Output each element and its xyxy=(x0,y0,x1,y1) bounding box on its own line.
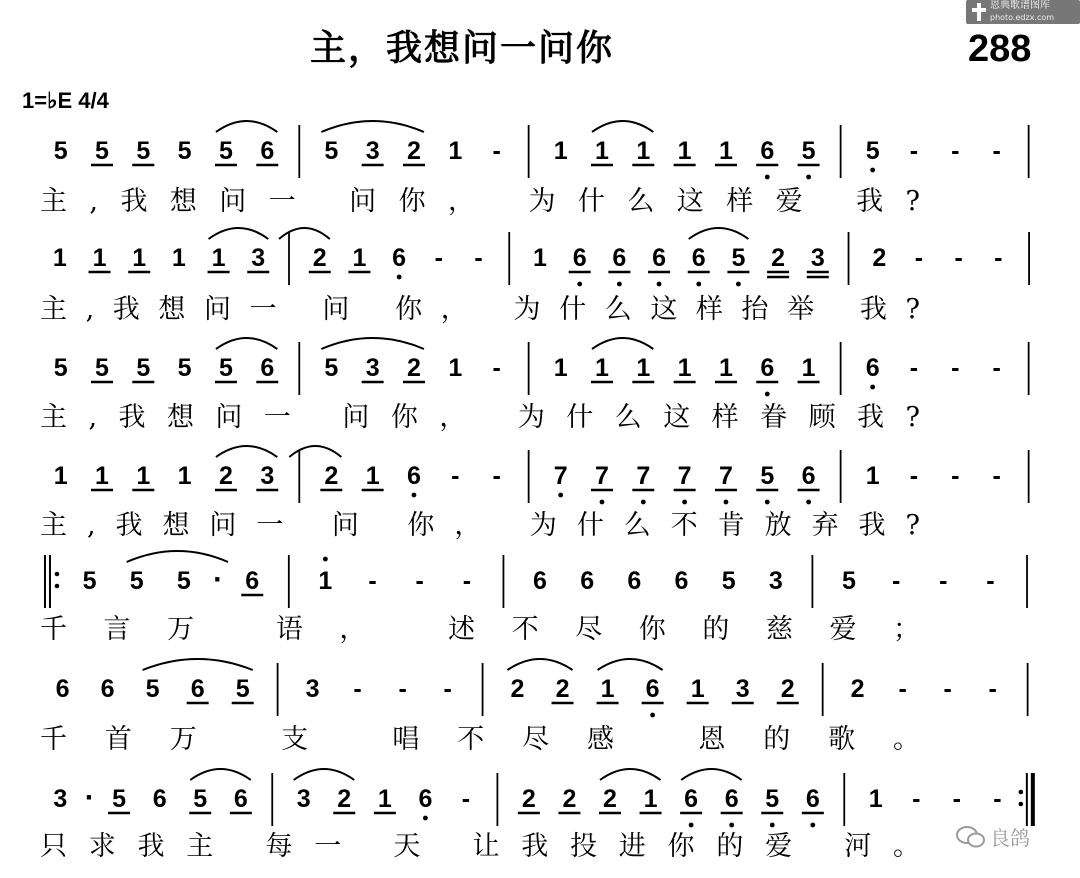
note-digit: 3 xyxy=(735,675,750,703)
slur-arc xyxy=(681,769,742,780)
note-digit: 2 xyxy=(872,244,887,272)
slur-arc xyxy=(216,446,277,457)
note-digit: 5 xyxy=(760,462,775,490)
wechat-icon xyxy=(956,825,986,849)
repeat-dot xyxy=(1019,790,1024,795)
repeat-dot xyxy=(55,584,60,589)
slur-arc xyxy=(689,228,749,239)
lyrics-line: 主,我想问一 问 你， 为什么这样抬举 我? xyxy=(40,294,920,325)
lyrics-line: 千言万 语， 述不尽你的慈爱； xyxy=(40,614,921,645)
note-digit: 1 xyxy=(553,137,568,165)
note-digit: 1 xyxy=(177,462,192,490)
note-digit: 2 xyxy=(407,137,421,165)
octave-dot-low xyxy=(736,282,741,287)
note-digit: 1 xyxy=(690,675,705,703)
slur-arc xyxy=(143,659,253,670)
note-digit: 2 xyxy=(850,675,865,703)
slur-arc xyxy=(592,121,653,132)
note-digit: 2 xyxy=(780,675,795,703)
slur-arc xyxy=(216,338,277,349)
note-digit: - xyxy=(952,785,961,813)
octave-dot-low xyxy=(870,385,875,390)
note-digit: 6 xyxy=(392,244,407,272)
note-digit: 5 xyxy=(136,354,151,382)
note-digit: - xyxy=(986,567,995,595)
note-digit: 1 xyxy=(52,244,67,272)
note-digit: 5 xyxy=(95,354,109,382)
octave-dot-low xyxy=(423,816,428,821)
note-digit: 6 xyxy=(627,567,642,595)
note-digit: 6 xyxy=(645,675,660,703)
octave-dot-low xyxy=(806,175,811,180)
watermark xyxy=(956,822,1066,852)
note-digit: · xyxy=(213,563,224,596)
note-digit: 6 xyxy=(760,137,775,165)
octave-dot-low xyxy=(765,392,770,397)
octave-dot-low xyxy=(870,168,875,173)
note-digit: 3 xyxy=(53,785,68,813)
note-digit: 7 xyxy=(595,462,609,490)
note-digit: 5 xyxy=(801,137,816,165)
note-digit: 5 xyxy=(129,567,144,595)
slur-arc xyxy=(598,659,663,670)
note-digit: 6 xyxy=(407,462,421,490)
note-digit: 2 xyxy=(771,244,786,272)
note-digit: 5 xyxy=(731,244,746,272)
lyrics-line: 主,我想问一 问 你， 为什么不肯放弃我? xyxy=(40,510,920,541)
note-digit: 5 xyxy=(193,785,208,813)
note-digit: 6 xyxy=(805,785,820,813)
octave-dot-low xyxy=(770,823,775,828)
note-digit: 3 xyxy=(251,244,266,272)
note-digit: - xyxy=(891,567,901,595)
note-digit: - xyxy=(951,462,960,490)
note-digit: 1 xyxy=(92,244,107,272)
note-digit: 6 xyxy=(865,354,880,382)
note-digit: 1 xyxy=(318,567,333,595)
note-digit: 2 xyxy=(407,354,421,382)
note-digit: 6 xyxy=(245,567,260,595)
note-digit: 1 xyxy=(352,244,367,272)
note-digit: - xyxy=(492,137,501,165)
note-digit: 7 xyxy=(677,462,692,490)
slur-arc xyxy=(294,769,355,780)
note-digit: - xyxy=(909,462,919,490)
slur-arc xyxy=(209,228,269,239)
note-digit: - xyxy=(898,675,907,703)
watermark-text: 良鸽 xyxy=(990,826,1030,850)
slur-arc xyxy=(216,121,277,132)
octave-dot-low xyxy=(765,500,770,505)
octave-dot-low xyxy=(724,500,729,505)
note-digit: 3 xyxy=(296,785,311,813)
note-digit: 1 xyxy=(595,354,609,382)
octave-dot-low xyxy=(729,823,734,828)
note-digit: 2 xyxy=(562,785,577,813)
note-digit: 7 xyxy=(553,462,568,490)
octave-dot-low xyxy=(641,500,646,505)
note-digit: 1 xyxy=(600,675,615,703)
note-digit: - xyxy=(443,675,452,703)
slur-arc xyxy=(600,769,661,780)
slur-arc xyxy=(321,338,424,349)
note-digit: 3 xyxy=(260,462,275,490)
note-digit: 5 xyxy=(82,567,97,595)
note-digit: 1 xyxy=(636,354,651,382)
note-digit: 6 xyxy=(684,785,699,813)
note-digit: 2 xyxy=(603,785,617,813)
note-digit: 6 xyxy=(260,137,275,165)
octave-dot-low xyxy=(617,282,622,287)
note-digit: · xyxy=(84,781,95,814)
note-digit: 5 xyxy=(842,567,856,595)
note-digit: 6 xyxy=(572,244,587,272)
note-digit: 5 xyxy=(721,567,736,595)
slur-arc xyxy=(279,228,330,239)
note-digit: 1 xyxy=(643,785,658,813)
slur-arc xyxy=(190,769,251,780)
note-digit: 5 xyxy=(235,675,250,703)
note-digit: 5 xyxy=(218,137,233,165)
note-digit: - xyxy=(492,462,501,490)
note-digit: - xyxy=(943,675,952,703)
note-digit: - xyxy=(462,567,472,595)
note-digit: 2 xyxy=(312,244,327,272)
note-digit: 1 xyxy=(865,462,880,490)
lyrics-line: 主,我想问一 问你， 为什么这样爱 我? xyxy=(40,186,921,217)
note-digit: 1 xyxy=(553,354,568,382)
note-digit: 5 xyxy=(53,354,68,382)
note-digit: 6 xyxy=(260,354,275,382)
note-digit: 7 xyxy=(718,462,733,490)
hymn-number: 288 xyxy=(968,28,1032,70)
octave-dot-low xyxy=(600,500,605,505)
note-digit: 5 xyxy=(95,137,109,165)
note-digit: 5 xyxy=(53,137,68,165)
note-digit: 5 xyxy=(112,785,127,813)
note-digit: - xyxy=(914,244,924,272)
note-digit: - xyxy=(398,675,407,703)
note-digit: 1 xyxy=(677,137,692,165)
octave-dot-low xyxy=(657,282,662,287)
note-digit: 1 xyxy=(677,354,692,382)
note-digit: - xyxy=(992,354,1001,382)
note-digit: 2 xyxy=(218,462,233,490)
slur-arc xyxy=(321,121,424,132)
note-digit: 7 xyxy=(636,462,651,490)
note-digit: - xyxy=(939,567,948,595)
note-digit: - xyxy=(954,244,963,272)
lyrics-line: 千首万 支 唱不尽感 恩的歌。 xyxy=(40,724,920,755)
note-digit: 6 xyxy=(418,785,433,813)
note-digit: 6 xyxy=(233,785,248,813)
note-digit: 1 xyxy=(595,137,609,165)
note-digit: 1 xyxy=(377,785,392,813)
note-digit: 1 xyxy=(718,354,733,382)
note-digit: - xyxy=(951,354,960,382)
note-digit: 1 xyxy=(211,244,226,272)
octave-dot-high xyxy=(323,557,328,562)
note-digit: 6 xyxy=(674,567,689,595)
repeat-dot xyxy=(1019,802,1024,807)
note-digit: 6 xyxy=(152,785,167,813)
octave-dot-low xyxy=(650,713,655,718)
note-digit: - xyxy=(415,567,424,595)
octave-dot-low xyxy=(765,175,770,180)
slur-arc xyxy=(289,446,341,457)
note-digit: 6 xyxy=(533,567,547,595)
note-digit: - xyxy=(909,354,919,382)
note-digit: 1 xyxy=(53,462,68,490)
octave-dot-low xyxy=(696,282,701,287)
site-logo-url: photo.edzx.com xyxy=(990,13,1055,22)
note-digit: 5 xyxy=(177,354,192,382)
octave-dot-low xyxy=(682,500,687,505)
note-digit: 1 xyxy=(448,137,463,165)
note-digit: 6 xyxy=(760,354,775,382)
hymn-title: 主，我想问一问你 xyxy=(310,28,615,69)
octave-dot-low xyxy=(412,493,417,498)
note-digit: 3 xyxy=(365,354,380,382)
note-digit: 6 xyxy=(801,462,816,490)
note-digit: 1 xyxy=(136,462,151,490)
note-digit: 1 xyxy=(801,354,816,382)
octave-dot-low xyxy=(806,500,811,505)
note-digit: - xyxy=(909,137,919,165)
octave-dot-low xyxy=(397,275,402,280)
octave-dot-low xyxy=(810,823,815,828)
note-digit: - xyxy=(992,462,1001,490)
note-digit: - xyxy=(451,462,460,490)
note-digit: - xyxy=(912,785,921,813)
note-digit: 5 xyxy=(765,785,780,813)
note-digit: 2 xyxy=(555,675,570,703)
note-digit: 3 xyxy=(810,244,825,272)
note-digit: 5 xyxy=(176,567,191,595)
slur-arc xyxy=(592,338,653,349)
octave-dot-low xyxy=(689,823,694,828)
note-digit: 5 xyxy=(865,137,880,165)
note-digit: 1 xyxy=(636,137,651,165)
key-signature: 1=♭E 4/4 xyxy=(22,88,109,113)
note-digit: 3 xyxy=(365,137,380,165)
note-digit: 6 xyxy=(612,244,627,272)
note-digit: 6 xyxy=(691,244,706,272)
note-digit: 1 xyxy=(868,785,883,813)
note-digit: - xyxy=(461,785,471,813)
note-digit: 2 xyxy=(510,675,525,703)
lyrics-line: 只求我主 每一 天 让我投进你的爱 河。 xyxy=(40,831,921,862)
note-digit: 5 xyxy=(177,137,192,165)
note-digit: 1 xyxy=(95,462,109,490)
note-digit: - xyxy=(992,137,1001,165)
note-digit: - xyxy=(994,244,1003,272)
note-digit: 6 xyxy=(100,675,115,703)
note-digit: - xyxy=(492,354,501,382)
slur-arc xyxy=(127,551,228,562)
note-digit: - xyxy=(434,244,443,272)
octave-dot-low xyxy=(577,282,582,287)
note-digit: - xyxy=(368,567,377,595)
note-digit: 5 xyxy=(324,354,339,382)
note-digit: - xyxy=(474,244,483,272)
note-digit: 1 xyxy=(533,244,547,272)
note-digit: 5 xyxy=(136,137,151,165)
note-digit: 6 xyxy=(580,567,595,595)
repeat-dot xyxy=(55,572,60,577)
note-digit: 2 xyxy=(324,462,339,490)
note-digit: 6 xyxy=(190,675,205,703)
note-digit: 5 xyxy=(218,354,233,382)
note-digit: 3 xyxy=(768,567,783,595)
slur-arc xyxy=(507,659,572,670)
note-digit: - xyxy=(951,137,960,165)
note-digit: 6 xyxy=(652,244,667,272)
note-digit: 1 xyxy=(132,244,147,272)
note-digit: 2 xyxy=(337,785,352,813)
note-digit: 1 xyxy=(171,244,186,272)
note-digit: - xyxy=(993,785,1002,813)
note-digit: 3 xyxy=(305,675,320,703)
note-digit: 2 xyxy=(521,785,536,813)
note-digit: 1 xyxy=(365,462,380,490)
note-digit: 6 xyxy=(724,785,739,813)
note-digit: 5 xyxy=(145,675,160,703)
note-digit: 1 xyxy=(718,137,733,165)
site-logo-name: 恩典歌谱图库 xyxy=(990,0,1050,11)
note-digit: 6 xyxy=(55,675,70,703)
note-digit: 1 xyxy=(448,354,463,382)
note-digit: - xyxy=(988,675,997,703)
note-digit: 5 xyxy=(324,137,339,165)
octave-dot-low xyxy=(558,493,563,498)
note-digit: - xyxy=(353,675,362,703)
lyrics-line: 主,我想问一 问你， 为什么这样眷顾我? xyxy=(40,402,921,433)
